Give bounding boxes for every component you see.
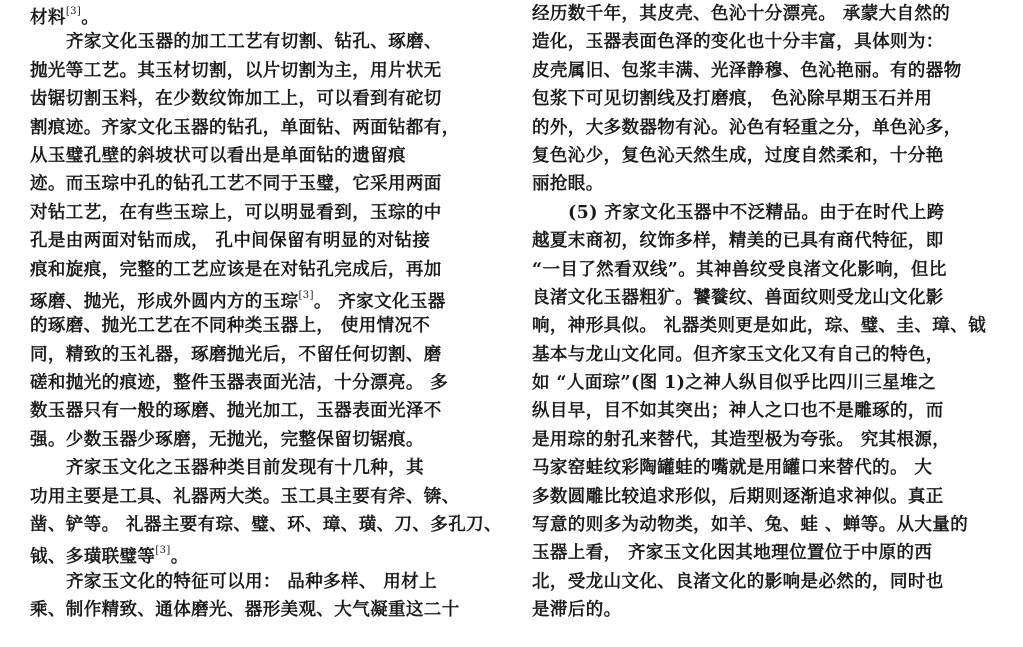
line-text: 磋和抛光的痕迹，整件玉器表面光洁，十分漂亮。 多 bbox=[30, 373, 449, 394]
text-line bbox=[30, 28, 492, 56]
text-line bbox=[532, 454, 994, 482]
line-text: 从玉璧孔壁的斜坡状可以看出是单面钻的遗留痕 bbox=[30, 145, 406, 166]
text-line bbox=[30, 426, 492, 454]
text-line bbox=[30, 170, 492, 198]
text-line bbox=[532, 57, 994, 85]
citation-ref: [3] bbox=[298, 289, 314, 301]
line-text: 良渚文化玉器粗犷。饕餮纹、兽面纹则受龙山文化影 bbox=[532, 287, 944, 308]
text-line bbox=[30, 511, 502, 539]
text-line bbox=[532, 142, 994, 170]
line-text: 抛光等工艺。其玉材切割，以片切割为主，用片状无 bbox=[30, 60, 442, 81]
line-text: 的琢磨、抛光工艺在不同种类玉器上， 使用情况不 bbox=[30, 316, 431, 337]
text-line bbox=[30, 454, 492, 482]
line-text: 对钻工艺，在有些玉琮上，可以明显看到，玉琮的中 bbox=[30, 202, 442, 223]
text-line bbox=[532, 341, 994, 369]
line-text: 写意的则多为动物类，如羊、兔、蛙 、蝉等。从大量的 bbox=[532, 515, 969, 536]
line-text-tail: 。 齐家文化玉器 bbox=[313, 291, 446, 312]
line-text-tail: 。 bbox=[170, 547, 189, 568]
text-line bbox=[532, 227, 994, 255]
line-text: 乘、制作精致、通体磨光、器形美观、大气凝重这二十 bbox=[30, 600, 460, 621]
line-text: (5) 齐家文化玉器中不泛精品。由于在时代上跨 bbox=[568, 202, 945, 223]
text-line bbox=[532, 397, 994, 425]
text-line bbox=[532, 539, 994, 567]
text-line bbox=[532, 284, 994, 312]
line-text: 北，受龙山文化、良渚文化的影响是必然的，同时也 bbox=[532, 571, 944, 592]
text-line bbox=[532, 426, 994, 454]
text-line bbox=[30, 341, 492, 369]
citation-ref: [3] bbox=[65, 6, 82, 17]
line-text: 如 “人面琮”(图 1)之神人纵目似乎比四川三星堆之 bbox=[532, 373, 936, 394]
text-line bbox=[532, 369, 994, 397]
line-text-tail: 。 bbox=[81, 7, 100, 28]
text-line bbox=[30, 568, 492, 596]
line-text: 造化，玉器表面色泽的变化也十分丰富，具体则为： bbox=[532, 32, 944, 53]
line-text: 齿锯切割玉料，在少数纹饰加工上，可以看到有砣切 bbox=[30, 89, 442, 110]
citation-ref: [3] bbox=[155, 545, 171, 557]
line-text: 包浆下可见切割线及打磨痕， 色沁除早期玉石并用 bbox=[532, 89, 933, 110]
line-text: 同，精致的玉礼器，琢磨抛光后，不留任何切割、磨 bbox=[30, 344, 442, 365]
text-line bbox=[30, 85, 492, 113]
text-line bbox=[532, 511, 994, 539]
line-text: “一目了然看双线”。其神兽纹受良渚文化影响，但比 bbox=[532, 259, 947, 280]
line-text: 钺、多璜联璧等 bbox=[30, 547, 156, 568]
left-column bbox=[30, 0, 502, 625]
text-line bbox=[30, 114, 492, 142]
text-line bbox=[532, 199, 994, 227]
line-text: 割痕迹。齐家文化玉器的钻孔，单面钻、两面钻都有， bbox=[30, 117, 460, 138]
text-line bbox=[30, 284, 492, 312]
text-line bbox=[532, 0, 994, 28]
text-line bbox=[532, 483, 994, 511]
text-line bbox=[532, 170, 994, 198]
line-text: 琢磨、抛光，形成外圆内方的玉琮 bbox=[30, 291, 299, 312]
text-line bbox=[30, 397, 492, 425]
text-line bbox=[532, 114, 994, 142]
text-line bbox=[532, 256, 994, 284]
line-text: 马家窑蛙纹彩陶罐蛙的嘴就是用罐口来替代的。 大 bbox=[532, 458, 933, 479]
text-line bbox=[30, 369, 492, 397]
text-line bbox=[30, 539, 492, 567]
text-line bbox=[532, 28, 994, 56]
line-text: 齐家文化玉器的加工工艺有切割、钻孔、琢磨、 bbox=[66, 32, 442, 53]
line-text: 响，神形具似。 礼器类则更是如此，琮、璧、圭、璋、钺 bbox=[532, 316, 986, 337]
line-text: 纵目早，目不如其突出；神人之口也不是雕琢的，而 bbox=[532, 401, 944, 422]
line-text: 功用主要是工具、礼器两大类。玉工具主要有斧、锛、 bbox=[30, 486, 460, 507]
text-line bbox=[30, 256, 492, 284]
line-text: 痕和旋痕，完整的工艺应该是在对钻孔完成后，再加 bbox=[30, 259, 442, 280]
line-text: 迹。而玉琮中孔的钻孔工艺不同于玉璧，它采用两面 bbox=[30, 174, 442, 195]
line-text: 齐家玉文化之玉器种类目前发现有十几种，其 bbox=[66, 458, 424, 479]
line-text: 强。少数玉器少琢磨，无抛光，完整保留切锯痕。 bbox=[30, 429, 424, 450]
text-line bbox=[532, 85, 994, 113]
line-text: 是用琮的射孔来替代，其造型极为夸张。 究其根源， bbox=[532, 429, 951, 450]
line-text: 多数圆雕比较追求形似，后期则逐渐追求神似。真正 bbox=[532, 486, 944, 507]
text-line bbox=[30, 227, 492, 255]
line-text: 皮壳属旧、包浆丰满、光泽静穆、色沁艳丽。有的器物 bbox=[532, 60, 962, 81]
text-line bbox=[30, 142, 492, 170]
line-text: 材料 bbox=[30, 7, 66, 28]
line-text: 经历数千年，其皮壳、色沁十分漂亮。 承蒙大自然的 bbox=[532, 4, 951, 24]
text-line bbox=[30, 57, 492, 85]
line-text: 数玉器只有一般的琢磨、抛光加工，玉器表面光泽不 bbox=[30, 401, 442, 422]
text-line bbox=[30, 483, 492, 511]
line-text: 凿、铲等。 礼器主要有琮、璧、环、璋、璜、刀、多孔刀、 bbox=[30, 515, 502, 536]
text-line bbox=[532, 568, 994, 596]
line-text: 复色沁少，复色沁天然生成，过度自然柔和，十分艳 bbox=[532, 145, 944, 166]
text-line bbox=[30, 312, 492, 340]
text-line bbox=[30, 0, 492, 28]
line-text: 齐家玉文化的特征可以用： 品种多样、 用材上 bbox=[66, 571, 437, 592]
text-line bbox=[532, 596, 994, 624]
line-text: 丽抢眼。 bbox=[532, 174, 604, 195]
text-line bbox=[30, 596, 492, 624]
line-text: 越夏末商初，纹饰多样，精美的已具有商代特征，即 bbox=[532, 231, 944, 252]
line-text: 玉器上看， 齐家玉文化因其地理位置位于中原的西 bbox=[532, 543, 933, 564]
line-text: 的外，大多数器物有沁。沁色有轻重之分，单色沁多， bbox=[532, 117, 962, 138]
line-text: 孔是由两面对钻而成， 孔中间保留有明显的对钻接 bbox=[30, 231, 431, 252]
right-column bbox=[532, 0, 994, 625]
line-text: 是滞后的。 bbox=[532, 600, 622, 621]
line-text: 基本与龙山文化同。但齐家玉文化又有自己的特色， bbox=[532, 344, 944, 365]
text-line bbox=[532, 312, 994, 340]
text-line bbox=[30, 199, 492, 227]
